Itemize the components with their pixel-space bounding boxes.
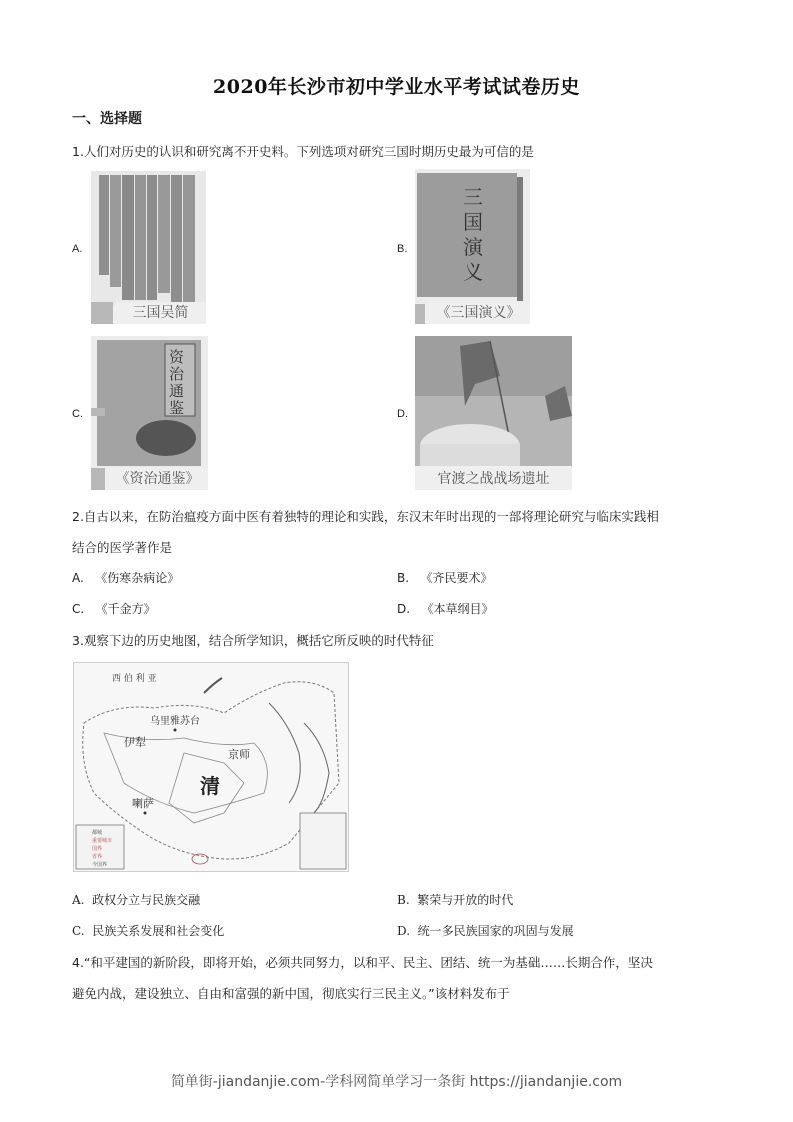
- svg-text:通: 通: [169, 382, 185, 400]
- q3-option-a[interactable]: [72, 891, 200, 908]
- q3-option-d-text: 统一多民族国家的巩固与发展: [417, 924, 574, 938]
- q3-option-c-letter: C.: [72, 924, 85, 938]
- map-inset: [300, 813, 346, 869]
- question-2-stem-line2: 结合的医学著作是: [72, 540, 173, 555]
- svg-text:义: 义: [463, 260, 483, 284]
- q2-option-c-letter: C.: [72, 602, 85, 616]
- map-label-lhasa: 喇萨: [132, 797, 154, 810]
- q2-option-d-letter: D.: [397, 602, 411, 616]
- q3-option-a-text: 政权分立与民族交融: [92, 893, 201, 907]
- q1-option-a-letter: A.: [72, 243, 83, 255]
- q1-option-a-image[interactable]: [91, 171, 206, 324]
- map-label-yili: 伊犁: [124, 736, 146, 749]
- q1-option-c-letter: C.: [72, 408, 83, 420]
- q2-option-d-text: 《本草纲目》: [421, 602, 494, 616]
- svg-text:重要城市: 重要城市: [92, 838, 113, 844]
- q2-option-a[interactable]: [72, 569, 179, 586]
- q1-option-d-caption: 官渡之战战场遗址: [415, 468, 572, 490]
- historical-map: [73, 662, 349, 872]
- section-heading: 一、选择题: [72, 111, 142, 127]
- map-label-qing: 清: [200, 774, 220, 798]
- q3-option-b-text: 繁荣与开放的时代: [417, 893, 514, 907]
- svg-text:资: 资: [169, 348, 185, 366]
- q1-option-d-image[interactable]: [415, 336, 572, 490]
- q1-option-a-caption: 三国吴简: [115, 302, 206, 324]
- question-1-stem: 1.人们对历史的认识和研究离不开史料。下列选项对研究三国时期历史最为可信的是: [72, 144, 534, 159]
- q2-option-b-letter: B.: [397, 571, 410, 585]
- q2-option-a-letter: A.: [72, 571, 84, 585]
- q3-option-b[interactable]: [397, 891, 513, 908]
- q3-option-c-text: 民族关系发展和社会变化: [92, 924, 225, 938]
- q2-option-a-text: 《伤寒杂病论》: [95, 571, 180, 585]
- book-cover-icon: [91, 336, 208, 470]
- svg-text:今国界: 今国界: [92, 862, 108, 868]
- battlefield-photo-icon: [415, 336, 572, 466]
- q1-option-c-caption: 《资治通鉴》: [107, 468, 208, 490]
- map-label-uliastai: 乌里雅苏台: [150, 716, 200, 727]
- svg-text:国界: 国界: [92, 846, 103, 852]
- q3-option-b-letter: B.: [397, 893, 410, 907]
- svg-text:都城: 都城: [92, 830, 103, 836]
- q1-option-d-letter: D.: [397, 408, 408, 420]
- q3-option-d-letter: D.: [397, 924, 411, 938]
- qing-map-icon: [74, 663, 348, 871]
- bamboo-slips-icon: [91, 171, 206, 306]
- q2-option-b[interactable]: [397, 569, 493, 586]
- q3-option-c[interactable]: [72, 922, 224, 939]
- q1-option-b-caption: 《三国演义》: [427, 302, 530, 324]
- q2-option-c-text: 《千金方》: [95, 602, 156, 616]
- q1-option-b-image[interactable]: [415, 169, 530, 324]
- question-3-stem: 3.观察下边的历史地图，结合所学知识，概括它所反映的时代特征: [72, 633, 434, 648]
- q2-option-d[interactable]: [397, 600, 494, 617]
- question-4-stem-line2: 避免内战，建设独立、自由和富强的新中国，彻底实行三民主义。”该材料发布于: [72, 986, 510, 1001]
- book-cover-icon: [415, 169, 530, 304]
- map-label-siberia: 西 伯 利 亚: [112, 674, 157, 684]
- q2-option-b-text: 《齐民要术》: [420, 571, 493, 585]
- q1-option-b-letter: B.: [397, 243, 408, 255]
- svg-text:三: 三: [463, 185, 483, 209]
- question-4-stem-line1: 4.“和平建国的新阶段，即将开始，必须共同努力，以和平、民主、团结、统一为基础……长期合作，坚决: [72, 955, 653, 970]
- question-2-stem-line1: 2.自古以来，在防治瘟疫方面中医有着独特的理论和实践，东汉末年时出现的一部将理论研究与临床实践相: [72, 509, 659, 524]
- svg-text:演: 演: [463, 235, 483, 259]
- svg-text:国: 国: [463, 210, 483, 234]
- svg-text:鉴: 鉴: [169, 399, 185, 417]
- page-footer: 简单街-jiandanjie.com-学科网简单学习一条街 https://jiandanjie.com: [170, 1074, 623, 1090]
- q3-option-a-letter: A.: [72, 893, 85, 907]
- svg-text:治: 治: [169, 365, 185, 383]
- q3-option-d[interactable]: [397, 922, 574, 939]
- map-label-jingshi: 京师: [228, 748, 250, 761]
- q1-option-c-image[interactable]: [91, 336, 208, 490]
- svg-text:省界: 省界: [92, 854, 103, 860]
- page-title: 2020年长沙市初中学业水平考试试卷历史: [213, 76, 580, 98]
- q2-option-c[interactable]: [72, 600, 156, 617]
